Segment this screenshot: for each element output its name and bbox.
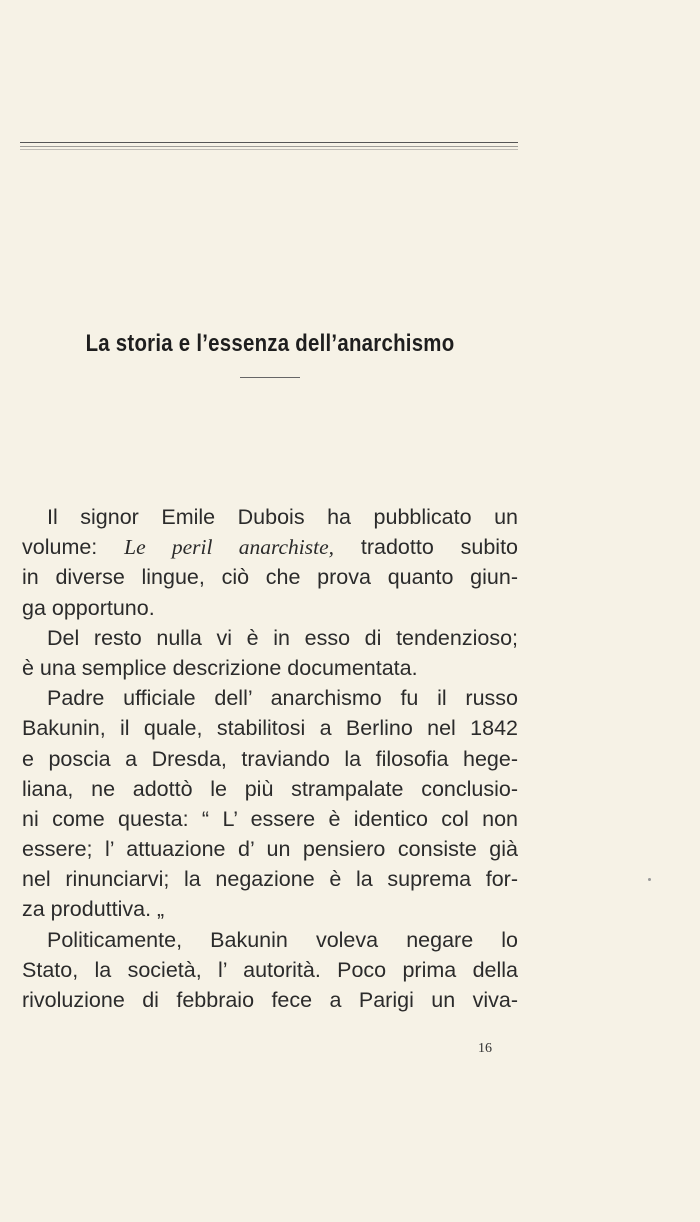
text-line: Bakunin, il quale, stabilitosi a Berlino nel 1842 (22, 716, 518, 741)
text-line: Padre ufficiale dell’ anarchismo fu il russo (47, 686, 518, 711)
text-line: Del resto nulla vi è in esso di tendenzioso; (47, 625, 518, 650)
text-line: essere; l’ attuazione d’ un pensiero consiste già (22, 837, 518, 862)
top-rule-tertiary (20, 149, 518, 150)
text-line: za produttiva. „ (22, 897, 165, 922)
italic-title: Le peril anarchiste, (124, 535, 335, 560)
top-rule-secondary (20, 146, 518, 147)
text-line: in diverse lingue, ciò che prova quanto giun- (22, 565, 518, 590)
text-line: Politicamente, Bakunin voleva negare lo (47, 927, 518, 952)
text-line: Stato, la società, l’ autorità. Poco prima della (22, 957, 518, 982)
text-line: ni come questa: “ L’ essere è identico col non (22, 806, 518, 831)
text-line: ga opportuno. (22, 595, 155, 620)
page-number: 16 (478, 1041, 492, 1056)
text-line: liana, ne adottò le più strampalate conclusio- (22, 776, 518, 801)
chapter-heading: La storia e l’essenza dell’anarchismo (85, 330, 455, 357)
body-text (22, 502, 518, 1015)
text-line-with-italic: volume: Le peril anarchiste, tradotto subito (22, 535, 518, 560)
text-line: e poscia a Dresda, traviando la filosofia hege- (22, 746, 518, 771)
text-line: Il signor Emile Dubois ha pubblicato un (47, 505, 518, 529)
paper-speck (648, 878, 651, 881)
text-line: rivoluzione di febbraio fece a Parigi un viva- (22, 988, 518, 1012)
text-line: nel rinunciarvi; la negazione è la suprema for- (22, 867, 518, 892)
text-line: è una semplice descrizione documentata. (22, 655, 418, 680)
top-rule (20, 142, 518, 143)
heading-divider (240, 377, 300, 378)
